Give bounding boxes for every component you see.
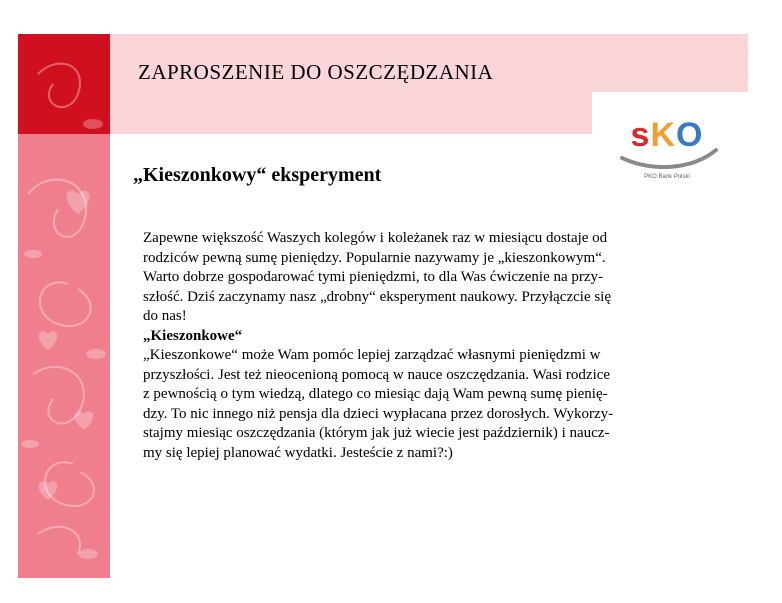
logo-letter-s: s xyxy=(630,116,651,154)
section-line: przyszłości. Jest też nieocenioną pomocą w nauce oszczędzania. Wasi rodzice xyxy=(143,366,611,383)
body-text xyxy=(143,229,743,463)
header-band-lower xyxy=(110,92,592,134)
section-line: „Kieszonkowe“ może Wam pomóc lepiej zarządzać własnymi pieniędzmi w xyxy=(143,347,601,363)
logo-letter-k: K xyxy=(650,116,677,154)
section-heading: „Kieszonkowe“ xyxy=(143,327,243,344)
intro-line: do nas! xyxy=(143,308,187,324)
intro-line: szłość. Dziś zaczynamy nasz „drobny“ eksperyment naukowy. Przyłączcie się xyxy=(143,288,612,305)
section-line: z pewnością o tym wiedzą, dlatego co miesiąc dają Wam pewną sumę pienię- xyxy=(143,386,608,402)
intro-line: rodziców pewną sumę pieniędzy. Popularnie nazywamy je „kieszonkowym“. xyxy=(143,249,606,266)
floral-ornament xyxy=(18,34,110,578)
section-subtitle: „Kieszonkowy“ eksperyment xyxy=(133,164,382,186)
section-line: dzy. To nic innego niż pensja dla dzieci wypłacana przez dorosłych. Wykorzy- xyxy=(143,405,614,422)
intro-line: Zapewne większość Waszych kolegów i koleżanek raz w miesiącu dostaje od xyxy=(143,230,608,246)
section-line: stajmy miesiąc oszczędzania (którym jak już wiecie jest październik) i naucz- xyxy=(143,425,610,441)
logo-swoosh-icon xyxy=(612,110,722,180)
decorative-side-strip xyxy=(18,34,110,578)
logo-subtitle: PKO Bank Polski xyxy=(644,174,690,180)
logo-letter-o: O xyxy=(676,116,704,154)
sko-logo xyxy=(612,110,722,190)
intro-line: Warto dobrze gospodarować tymi pieniędzmi, to dla Was ćwiczenie na przy- xyxy=(143,269,604,285)
section-line: my się lepiej planować wydatki. Jesteście z nami?:) xyxy=(143,444,453,461)
page-title: ZAPROSZENIE DO OSZCZĘDZANIA xyxy=(138,60,494,84)
